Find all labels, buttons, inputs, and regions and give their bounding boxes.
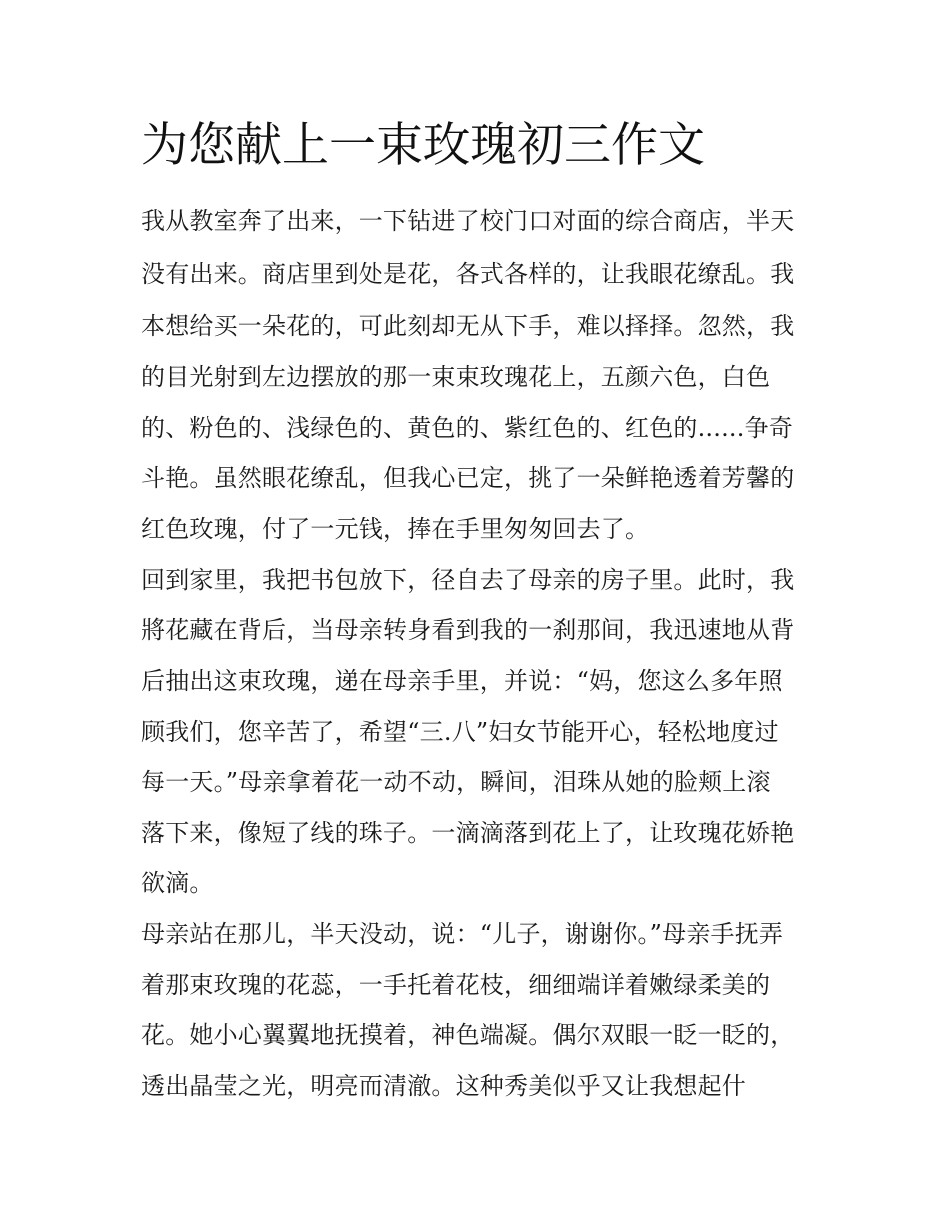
text-line: 后抽出这束玫瑰，递在母亲手里，并说：“妈，您这么多年照 (141, 667, 783, 695)
text-line: 着那束玫瑰的花蕊，一手托着花枝，细细端详着嫩绿柔美的 (141, 971, 771, 999)
document-title: 为您献上一束玫瑰初三作文 (141, 118, 705, 173)
text-line: 落下来，像短了线的珠子。一滴滴落到花上了，让玫瑰花娇艳 (141, 819, 795, 847)
text-line: 的目光射到左边摆放的那一束束玫瑰花上，五颜六色，白色 (141, 363, 771, 391)
text-line: 红色玫瑰，付了一元钱，捧在手里匆匆回去了。 (141, 515, 650, 543)
text-line: 斗艳。虽然眼花缭乱，但我心已定，挑了一朵鲜艳透着芳馨的 (141, 464, 795, 492)
text-line: 顾我们，您辛苦了，希望“三.八”妇女节能开心，轻松地度过 (141, 718, 779, 746)
text-line: 花。她小心翼翼地抚摸着，神色端凝。偶尔双眼一眨一眨的， (141, 1021, 795, 1049)
text-line: 的、粉色的、浅绿色的、黄色的、紫红色的、红色的......争奇 (141, 414, 793, 442)
text-line: 每一天。”母亲拿着花一动不动，瞬间，泪珠从她的脸颊上滚 (141, 768, 771, 796)
text-line: 透出晶莹之光，明亮而清澈。这种秀美似乎又让我想起什 (141, 1072, 746, 1100)
text-line: 我从教室奔了出来，一下钻进了校门口对面的综合商店，半天 (141, 207, 795, 235)
text-line: 將花藏在背后，当母亲转身看到我的一刹那间，我迅速地从背 (141, 616, 795, 644)
text-line: 本想给买一朵花的，可此刻却无从下手，难以择择。忽然，我 (141, 312, 795, 340)
text-line: 母亲站在那儿，半天没动，说：“儿子，谢谢你。”母亲手抚弄 (141, 920, 784, 948)
text-line: 没有出来。商店里到处是花，各式各样的，让我眼花缭乱。我 (141, 260, 795, 288)
text-line: 欲滴。 (141, 869, 214, 897)
text-line: 回到家里，我把书包放下，径自去了母亲的房子里。此时，我 (141, 566, 795, 594)
